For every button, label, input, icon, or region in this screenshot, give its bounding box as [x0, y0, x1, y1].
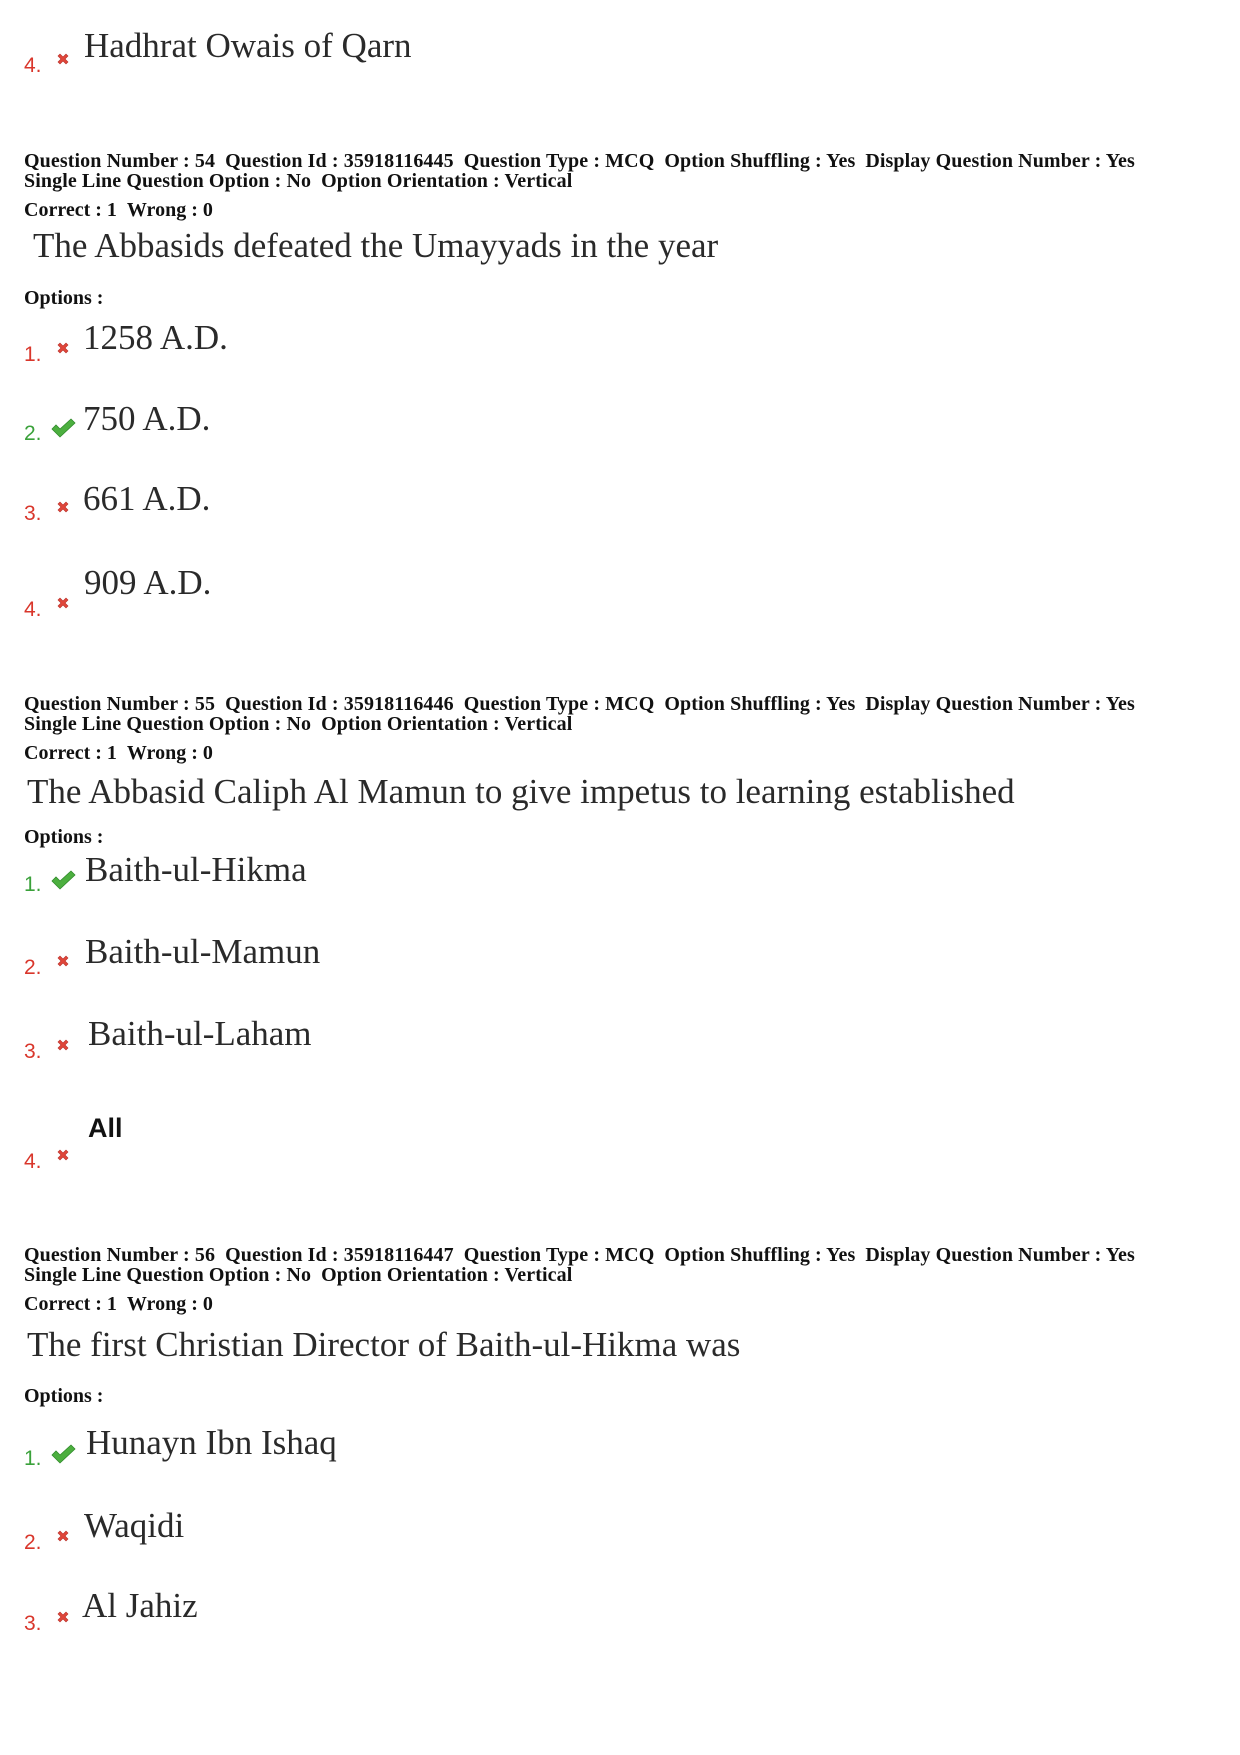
wrong-score: Wrong : 0: [126, 199, 213, 221]
question-id: Question Id : 35918116446: [225, 693, 454, 715]
option-text: Waqidi: [84, 1506, 185, 1545]
option-text: All: [88, 1113, 123, 1143]
question-text: The Abbasid Caliph Al Mamun to give impetus to learning established: [27, 772, 1015, 811]
question-type: Question Type : MCQ: [463, 693, 655, 715]
option-orientation: Option Orientation : Vertical: [321, 170, 573, 192]
question-text: The first Christian Director of Baith-ul-Hikma was: [27, 1325, 741, 1364]
option-number: 1.: [24, 873, 42, 896]
option-number: 4.: [24, 598, 42, 621]
option-number: 2.: [24, 422, 42, 445]
question-meta-line2: [24, 171, 582, 192]
question-text: The Abbasids defeated the Umayyads in the year: [33, 226, 719, 265]
option-text: Baith-ul-Mamun: [85, 932, 321, 971]
question-number: Question Number : 56: [24, 1244, 216, 1266]
question-id: Question Id : 35918116445: [225, 150, 454, 172]
score-line: [24, 199, 223, 222]
option-shuffling: Option Shuffling : Yes: [664, 1244, 856, 1266]
option-number: 2.: [24, 956, 42, 979]
question-meta-line2: [24, 1265, 582, 1286]
option-number: 4.: [24, 1150, 42, 1173]
cross-icon: [55, 1147, 71, 1163]
question-type: Question Type : MCQ: [463, 150, 655, 172]
option-shuffling: Option Shuffling : Yes: [664, 693, 856, 715]
check-icon: [50, 418, 76, 438]
option-text: 909 A.D.: [84, 563, 212, 602]
options-label: Options :: [24, 1385, 104, 1407]
cross-icon: [55, 51, 71, 67]
cross-icon: [55, 1037, 71, 1053]
options-label: Options :: [24, 287, 104, 309]
cross-icon: [55, 953, 71, 969]
correct-score: Correct : 1: [24, 742, 117, 764]
single-line-option: Single Line Question Option : No: [24, 170, 312, 192]
option-text: 661 A.D.: [83, 479, 211, 518]
option-text: 1258 A.D.: [83, 318, 228, 357]
display-question-number: Display Question Number : Yes: [865, 1244, 1135, 1266]
cross-icon: [55, 1609, 71, 1625]
option-text: Al Jahiz: [82, 1586, 198, 1625]
option-number: 2.: [24, 1531, 42, 1554]
option-number: 3.: [24, 1040, 42, 1063]
question-meta-line1: [24, 1245, 1145, 1266]
question-number: Question Number : 55: [24, 693, 216, 715]
option-number: 3.: [24, 502, 42, 525]
cross-icon: [55, 499, 71, 515]
correct-score: Correct : 1: [24, 199, 117, 221]
option-text: Baith-ul-Laham: [88, 1014, 312, 1053]
display-question-number: Display Question Number : Yes: [865, 693, 1135, 715]
score-line: [24, 742, 223, 765]
option-number: 4.: [24, 54, 42, 77]
option-text: Baith-ul-Hikma: [85, 850, 307, 889]
option-number: 3.: [24, 1612, 42, 1635]
display-question-number: Display Question Number : Yes: [865, 150, 1135, 172]
question-meta-line2: [24, 714, 582, 735]
cross-icon: [55, 1528, 71, 1544]
score-line: [24, 1293, 223, 1316]
single-line-option: Single Line Question Option : No: [24, 713, 312, 735]
question-id: Question Id : 35918116447: [225, 1244, 454, 1266]
cross-icon: [55, 595, 71, 611]
option-number: 1.: [24, 1447, 42, 1470]
option-text: 750 A.D.: [83, 399, 211, 438]
check-icon: [50, 870, 76, 890]
option-number: 1.: [24, 343, 42, 366]
check-icon: [50, 1444, 76, 1464]
question-meta-line1: [24, 151, 1145, 172]
single-line-option: Single Line Question Option : No: [24, 1264, 312, 1286]
question-meta-line1: [24, 694, 1145, 715]
option-text: Hadhrat Owais of Qarn: [84, 26, 412, 65]
wrong-score: Wrong : 0: [126, 742, 213, 764]
question-type: Question Type : MCQ: [463, 1244, 655, 1266]
question-number: Question Number : 54: [24, 150, 216, 172]
options-label: Options :: [24, 826, 104, 848]
option-orientation: Option Orientation : Vertical: [321, 713, 573, 735]
option-orientation: Option Orientation : Vertical: [321, 1264, 573, 1286]
option-shuffling: Option Shuffling : Yes: [664, 150, 856, 172]
correct-score: Correct : 1: [24, 1293, 117, 1315]
cross-icon: [55, 340, 71, 356]
wrong-score: Wrong : 0: [126, 1293, 213, 1315]
option-text: Hunayn Ibn Ishaq: [86, 1423, 337, 1462]
